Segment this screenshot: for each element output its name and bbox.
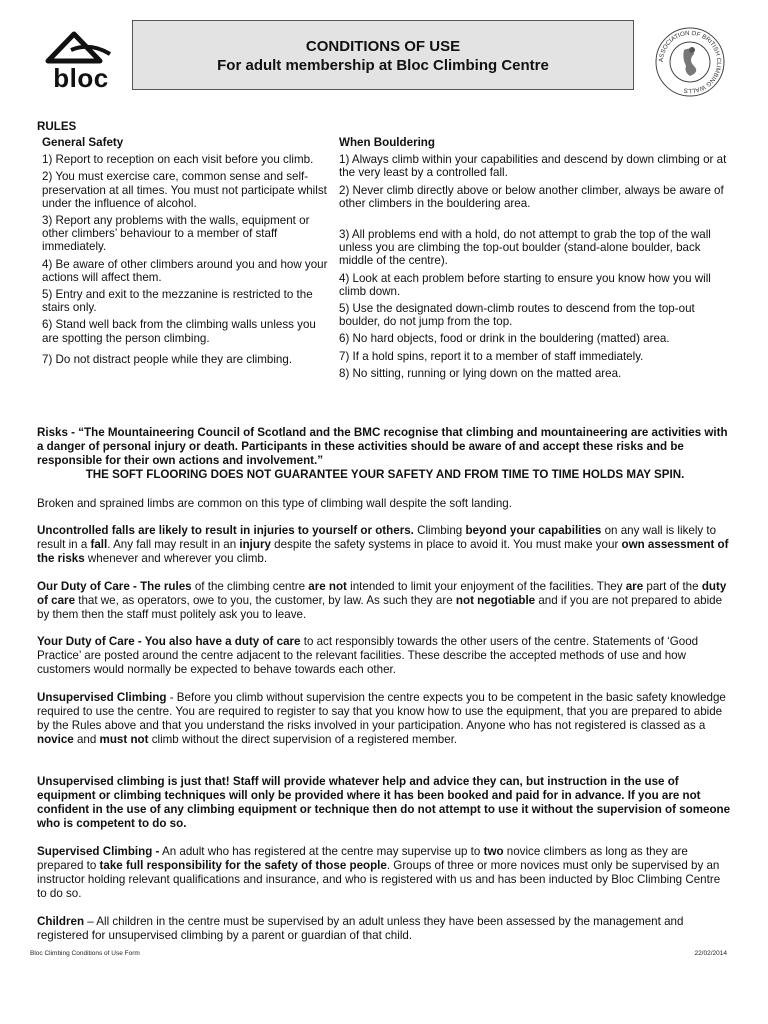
text-span: and: [73, 733, 100, 746]
page-subtitle: For adult membership at Bloc Climbing Centre: [217, 57, 549, 74]
soft-flooring-warning: THE SOFT FLOORING DOES NOT GUARANTEE YOUR SAFETY AND FROM TIME TO TIME HOLDS MAY SPIN.: [85, 468, 685, 481]
bouldering-column: [339, 136, 735, 380]
title-box: [132, 20, 634, 90]
broken-limbs-text: Broken and sprained limbs are common on this type of climbing wall despite the soft landing.: [37, 497, 512, 510]
text-span: on any wall is likely to result in a: [37, 524, 717, 551]
text-span: novice climbers as long as they are prepared to: [37, 845, 688, 872]
rules-heading: RULES: [37, 120, 77, 133]
your-duty-lead: Your Duty of Care - You also have a duty of care: [37, 635, 301, 648]
text-span: part of the: [643, 580, 702, 593]
text-span-bold: are not: [308, 580, 347, 593]
our-duty-lead: Our Duty of Care - The rules: [37, 580, 192, 593]
text-span: intended to limit your enjoyment of the facilities. They: [346, 580, 626, 593]
rule-item: 1) Report to reception on each visit before you climb.: [42, 153, 314, 167]
your-duty-of-care-paragraph: [37, 635, 733, 677]
rule-item: 8) No sitting, running or lying down on the matted area.: [339, 366, 622, 380]
children-lead: Children: [37, 915, 85, 928]
rule-item: 2) You must exercise care, common sense and self- preservation at all times. You must not participate whilst under the influence of alcohol.: [42, 170, 327, 210]
rule-item: 5) Use the designated down-climb routes to descend from the top-out boulder, do not jump from the top.: [339, 302, 695, 329]
risks-label: Risks -: [37, 426, 79, 439]
text-span-bold: fall: [90, 538, 108, 551]
text-span-bold: take full responsibility for the safety of those people: [99, 859, 387, 872]
text-span: despite the safety systems in place to avoid it. You must make your: [270, 538, 622, 551]
our-duty-of-care-paragraph: [37, 580, 733, 622]
unsupervised-warning-text: Unsupervised climbing is just that! Staff will provide whatever help and advice they can, but instruction in the use of equipment or climbing techniques will only be provided where it has been booked and paid for in advance. If you are not confident in the use of any climbing equipment or technique then do not attempt to use it without the supervision of someone who is competent to do so.: [37, 775, 731, 830]
text-span: An adult who has registered at the centre may supervise up to: [159, 845, 484, 858]
page-title: CONDITIONS OF USE: [305, 38, 461, 55]
children-paragraph: [37, 915, 733, 943]
text-span: that we, as operators, owe to you, the customer, by law. As such they are: [75, 594, 456, 607]
general-safety-title: General Safety: [42, 136, 124, 149]
general-safety-column: [42, 136, 330, 366]
text-span: and if you are not prepared to abide by them then the staff must politely ask you to leave.: [37, 594, 723, 621]
rule-item: 5) Entry and exit to the mezzanine is restricted to the stairs only.: [42, 288, 313, 315]
rule-item: 2) Never climb directly above or below another climber, always be aware of other climbers in the bouldering area.: [339, 183, 724, 210]
text-span: to act responsibly towards the other users of the centre. Statements of ‘Good Practice’ are posted around the centre adjacent to the relevant facilities. These describe the accepted methods of use and how customers would normally be expected to behave towards each other.: [37, 635, 699, 676]
unsupervised-climbing-paragraph: [37, 691, 733, 747]
risks-section: [37, 426, 733, 482]
text-span-bold: injury: [239, 538, 271, 551]
rule-item: 4) Look at each problem before starting to ensure you know how you will climb down.: [339, 271, 711, 298]
mountain-logo-icon: [38, 30, 124, 66]
rule-item: 7) If a hold spins, report it to a member of staff immediately.: [339, 349, 644, 363]
text-span-bold: beyond your capabilities: [465, 524, 602, 537]
seal-text: ASSOCIATION OF BRITISH CLIMBING WALLS: [657, 29, 723, 95]
uncontrolled-falls-lead: Uncontrolled falls are likely to result in injuries to yourself or others.: [37, 524, 414, 537]
text-span-bold: own assessment of the risks: [37, 538, 729, 565]
rule-item: 3) All problems end with a hold, do not attempt to grab the top of the wall unless you are climbing the top-out boulder (stand-alone boulder, back middle of the centre).: [339, 228, 711, 268]
text-span: of the climbing centre: [191, 580, 309, 593]
risks-quote: “The Mountaineering Council of Scotland and the BMC recognise that climbing and mountaineering are activities with a danger of personal injury or death. Participants in these activities should be aware of and accept these risks and be responsible for their own actions and involvement.”: [37, 426, 728, 467]
footer-form-name: Bloc Climbing Conditions of Use Form: [30, 950, 140, 957]
rule-item: 1) Always climb within your capabilities and descend by down climbing or at the very least by a controlled fall.: [339, 153, 727, 180]
text-span-bold: duty of care: [37, 580, 727, 607]
abcw-seal-icon: [654, 26, 726, 98]
unsupervised-warning-paragraph: [37, 775, 733, 831]
rule-item: 6) No hard objects, food or drink in the bouldering (matted) area.: [339, 332, 670, 346]
text-span-bold: two: [483, 845, 504, 858]
text-span: . Groups of three or more novices must only be supervised by an instructor holding relevant qualifications and insurance, and who is registered with us and has been inducted by Bloc Climbing Centre to do so.: [37, 859, 721, 900]
rule-item: 3) Report any problems with the walls, equipment or other climbers’ behaviour to a member of staff immediately.: [42, 214, 310, 254]
text-span: climb without the direct supervision of a registered member.: [148, 733, 458, 746]
broken-limbs-paragraph: [37, 497, 733, 511]
supervised-climbing-paragraph: [37, 845, 733, 901]
rule-item: 4) Be aware of other climbers around you and how your actions will affect them.: [42, 257, 328, 284]
text-span-bold: are: [625, 580, 644, 593]
text-span: Climbing: [413, 524, 466, 537]
text-span: . Any fall may result in an: [107, 538, 240, 551]
uncontrolled-falls-paragraph: [37, 524, 733, 566]
bouldering-title: When Bouldering: [339, 136, 435, 149]
text-span-bold: must not: [99, 733, 149, 746]
unsupervised-lead: Unsupervised Climbing: [37, 691, 167, 704]
bloc-logo: [38, 30, 124, 92]
rule-item: 7) Do not distract people while they are climbing.: [42, 352, 293, 366]
text-span: - Before you climb without supervision the centre expects you to be competent in the basic safety knowledge required to use the centre. You are required to register to say that you know how to use the equipment, that you are prepared to abide by the Rules above and that you understand the risks involved in your participation. Anyone who has not registered is classed as a: [37, 691, 726, 732]
text-span-bold: novice: [37, 733, 74, 746]
rule-item: 6) Stand well back from the climbing walls unless you are spotting the person climbing.: [42, 318, 316, 345]
footer-date: 22/02/2014: [694, 950, 727, 957]
text-span-bold: not negotiable: [455, 594, 536, 607]
text-span: – All children in the centre must be supervised by an adult unless they have been assessed by the management and registered for unsupervised climbing by a parent or guardian of that child.: [37, 915, 684, 942]
logo-text: bloc: [53, 63, 109, 93]
supervised-lead: Supervised Climbing -: [37, 845, 160, 858]
text-span: whenever and wherever you climb.: [84, 552, 268, 565]
